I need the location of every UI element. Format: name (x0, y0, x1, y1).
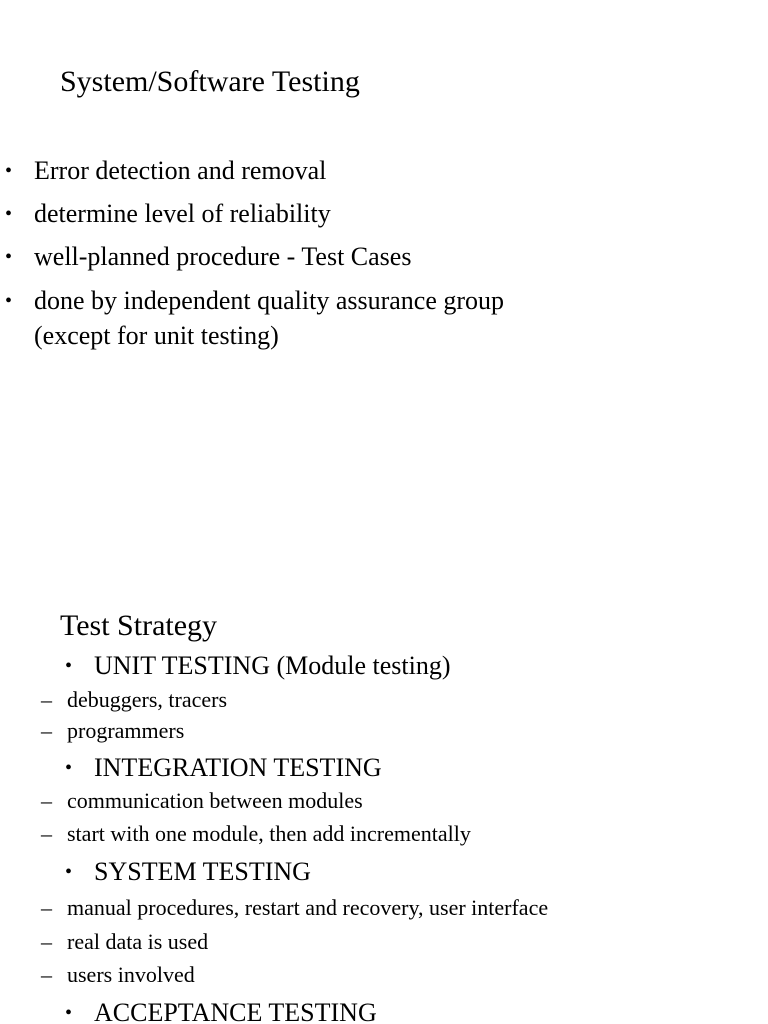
bullet-text: (except for unit testing) (34, 321, 279, 350)
section-heading-text: SYSTEM TESTING (94, 857, 311, 886)
dash-glyph: – (41, 821, 52, 846)
slide-title: Test Strategy (60, 609, 218, 642)
sub-item (41, 928, 209, 956)
bullet-text: Error detection and removal (34, 156, 327, 185)
sub-item-text: start with one module, then add incrementally (67, 821, 471, 846)
sub-item (41, 820, 471, 848)
bullet-continuation (34, 319, 279, 353)
bullet-text: done by independent quality assurance group (34, 286, 505, 315)
section-heading-text: ACCEPTANCE TESTING (94, 998, 377, 1024)
dash-glyph: – (41, 962, 52, 987)
sub-item-text: users involved (67, 962, 195, 987)
bullet-glyph: • (65, 861, 73, 883)
dash-glyph: – (41, 687, 52, 712)
section-heading (65, 855, 311, 889)
bullet-glyph: • (65, 1002, 73, 1024)
sub-item (41, 961, 195, 989)
sub-item-text: programmers (67, 718, 185, 743)
sub-item (41, 787, 363, 815)
bullet-glyph: • (5, 290, 13, 312)
bullet-item (5, 154, 327, 188)
bullet-item (5, 240, 412, 274)
sub-item-text: communication between modules (67, 788, 363, 813)
dash-glyph: – (41, 788, 52, 813)
bullet-glyph: • (65, 655, 73, 677)
sub-item (41, 894, 549, 922)
sub-item-text: real data is used (67, 929, 209, 954)
sub-item (41, 686, 228, 714)
dash-glyph: – (41, 718, 52, 743)
section-heading (65, 649, 451, 683)
slide-title: System/Software Testing (60, 65, 360, 98)
bullet-text: determine level of reliability (34, 199, 331, 228)
bullet-text: well-planned procedure - Test Cases (34, 242, 412, 271)
bullet-glyph: • (65, 757, 73, 779)
bullet-item (5, 284, 505, 318)
sub-item-text: manual procedures, restart and recovery, user interface (67, 895, 549, 920)
section-heading-text: INTEGRATION TESTING (94, 753, 382, 782)
section-heading (65, 751, 382, 785)
bullet-item (5, 197, 331, 231)
section-heading (65, 996, 377, 1024)
dash-glyph: – (41, 895, 52, 920)
sub-item-text: debuggers, tracers (67, 687, 228, 712)
bullet-glyph: • (5, 203, 13, 225)
sub-item (41, 717, 185, 745)
bullet-glyph: • (5, 246, 13, 268)
bullet-glyph: • (5, 160, 13, 182)
section-heading-text: UNIT TESTING (Module testing) (94, 651, 451, 680)
dash-glyph: – (41, 929, 52, 954)
